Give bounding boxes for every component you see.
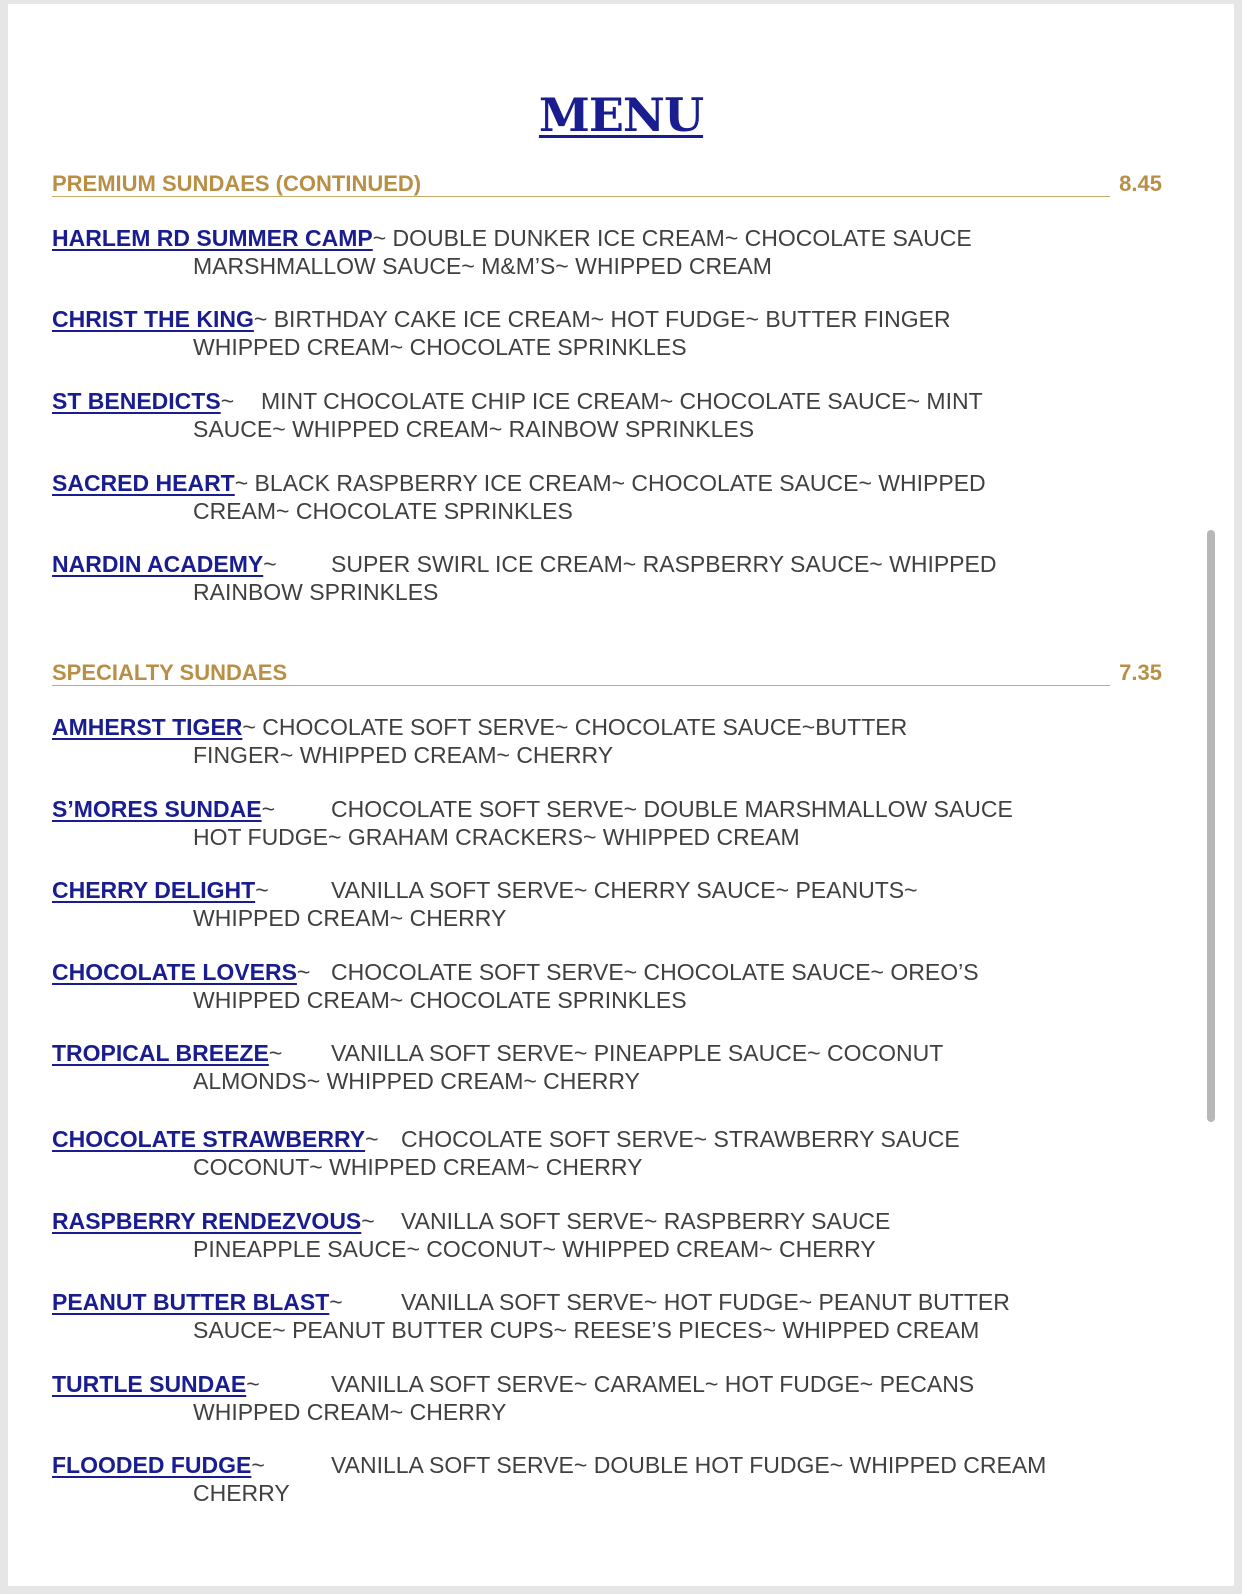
item-name[interactable]: ST BENEDICTS	[52, 388, 221, 414]
item-name[interactable]: CHOCOLATE STRAWBERRY	[52, 1126, 366, 1152]
item-separator: ~	[253, 306, 268, 332]
item-desc-line2: RAINBOW SPRINKLES	[193, 579, 439, 605]
menu-item	[52, 713, 1182, 769]
section-header-specialty	[52, 660, 1162, 690]
item-name[interactable]: TROPICAL BREEZE	[52, 1040, 269, 1066]
item-separator: ~	[251, 1452, 265, 1478]
item-name[interactable]: NARDIN ACADEMY	[52, 551, 264, 577]
item-desc-line1: BLACK RASPBERRY ICE CREAM~ CHOCOLATE SAUCE~ WHIPPED	[248, 470, 986, 496]
item-desc-line2: CREAM~ CHOCOLATE SPRINKLES	[193, 498, 573, 524]
item-desc-line2: WHIPPED CREAM~ CHOCOLATE SPRINKLES	[193, 334, 687, 360]
item-desc-line1: DOUBLE DUNKER ICE CREAM~ CHOCOLATE SAUCE	[386, 225, 972, 251]
section-price: 7.35	[1119, 660, 1162, 685]
item-desc-line2: SAUCE~ PEANUT BUTTER CUPS~ REESE’S PIECES~ WHIPPED CREAM	[193, 1317, 980, 1343]
menu-item	[52, 1207, 1182, 1263]
item-desc-line1: CHOCOLATE SOFT SERVE~ STRAWBERRY SAUCE	[401, 1126, 960, 1152]
item-name[interactable]: FLOODED FUDGE	[52, 1452, 252, 1478]
item-name[interactable]: AMHERST TIGER	[52, 714, 243, 740]
item-desc-line1: CHOCOLATE SOFT SERVE~ DOUBLE MARSHMALLOW SAUCE	[331, 796, 1013, 822]
item-desc-line1: VANILLA SOFT SERVE~ RASPBERRY SAUCE	[401, 1208, 891, 1234]
item-separator: ~	[329, 1289, 343, 1315]
item-name[interactable]: CHERRY DELIGHT	[52, 877, 256, 903]
item-name[interactable]: CHOCOLATE LOVERS	[52, 959, 297, 985]
item-separator: ~	[268, 1040, 283, 1066]
item-separator: ~	[246, 1371, 260, 1397]
item-separator: ~	[263, 551, 277, 577]
menu-item	[52, 550, 1182, 606]
item-desc-line1: VANILLA SOFT SERVE~ PINEAPPLE SAUCE~ COCONUT	[331, 1040, 944, 1066]
item-desc-line1: MINT CHOCOLATE CHIP ICE CREAM~ CHOCOLATE SAUCE~ MINT	[261, 388, 983, 414]
section-title: SPECIALTY SUNDAES	[52, 660, 288, 685]
menu-item	[52, 387, 1182, 443]
menu-page	[8, 4, 1234, 1586]
item-separator: ~	[242, 714, 256, 740]
item-desc-line2: FINGER~ WHIPPED CREAM~ CHERRY	[193, 742, 614, 768]
item-name[interactable]: S’MORES SUNDAE	[52, 796, 262, 822]
item-separator: ~	[296, 959, 311, 985]
item-desc-line2: WHIPPED CREAM~ CHOCOLATE SPRINKLES	[193, 987, 687, 1013]
menu-item	[52, 1451, 1182, 1507]
item-name[interactable]: SACRED HEART	[52, 470, 235, 496]
item-separator: ~	[255, 877, 269, 903]
section-title: PREMIUM SUNDAES (CONTINUED)	[52, 171, 422, 196]
item-separator: ~	[365, 1126, 379, 1152]
section-price: 8.45	[1119, 171, 1162, 196]
menu-item	[52, 1039, 1182, 1095]
item-name[interactable]: CHRIST THE KING	[52, 306, 254, 332]
vertical-scrollbar[interactable]	[1207, 530, 1215, 1122]
menu-item	[52, 305, 1182, 361]
item-desc-line1: SUPER SWIRL ICE CREAM~ RASPBERRY SAUCE~ WHIPPED	[331, 551, 997, 577]
item-desc-line2: HOT FUDGE~ GRAHAM CRACKERS~ WHIPPED CREAM	[193, 824, 800, 850]
menu-item	[52, 1125, 1182, 1181]
item-desc-line2: PINEAPPLE SAUCE~ COCONUT~ WHIPPED CREAM~ CHERRY	[193, 1236, 876, 1262]
item-separator: ~	[234, 470, 249, 496]
item-separator: ~	[220, 388, 235, 414]
item-name[interactable]: RASPBERRY RENDEZVOUS	[52, 1208, 362, 1234]
item-name[interactable]: TURTLE SUNDAE	[52, 1371, 247, 1397]
item-desc-line1: VANILLA SOFT SERVE~ DOUBLE HOT FUDGE~ WHIPPED CREAM	[331, 1452, 1047, 1478]
item-desc-line1: BIRTHDAY CAKE ICE CREAM~ HOT FUDGE~ BUTTER FINGER	[267, 306, 951, 332]
section-header-premium	[52, 171, 1162, 201]
item-desc-line1: VANILLA SOFT SERVE~ CHERRY SAUCE~ PEANUTS~	[331, 877, 918, 903]
item-name[interactable]: PEANUT BUTTER BLAST	[52, 1289, 330, 1315]
item-desc-line2: WHIPPED CREAM~ CHERRY	[193, 1399, 507, 1425]
menu-item	[52, 1370, 1182, 1426]
item-separator: ~	[261, 796, 276, 822]
item-desc-line1: VANILLA SOFT SERVE~ HOT FUDGE~ PEANUT BUTTER	[401, 1289, 1010, 1315]
menu-item	[52, 469, 1182, 525]
item-desc-line2: COCONUT~ WHIPPED CREAM~ CHERRY	[193, 1154, 643, 1180]
menu-item	[52, 958, 1182, 1014]
page-title: MENU	[538, 88, 704, 142]
item-desc-line2: WHIPPED CREAM~ CHERRY	[193, 905, 507, 931]
menu-item	[52, 1288, 1182, 1344]
menu-item	[52, 876, 1182, 932]
item-desc-line2: ALMONDS~ WHIPPED CREAM~ CHERRY	[193, 1068, 640, 1094]
item-separator: ~	[372, 225, 387, 251]
item-name[interactable]: HARLEM RD SUMMER CAMP	[52, 225, 373, 251]
item-desc-line1: VANILLA SOFT SERVE~ CARAMEL~ HOT FUDGE~ PECANS	[331, 1371, 975, 1397]
menu-item	[52, 224, 1182, 280]
item-desc-line1: CHOCOLATE SOFT SERVE~ CHOCOLATE SAUCE~BUTTER	[255, 714, 908, 740]
menu-item	[52, 795, 1182, 851]
item-desc-line2: CHERRY	[193, 1480, 290, 1506]
item-separator: ~	[361, 1208, 375, 1234]
item-desc-line2: MARSHMALLOW SAUCE~ M&M’S~ WHIPPED CREAM	[193, 253, 772, 279]
item-desc-line2: SAUCE~ WHIPPED CREAM~ RAINBOW SPRINKLES	[193, 416, 755, 442]
item-desc-line1: CHOCOLATE SOFT SERVE~ CHOCOLATE SAUCE~ OREO’S	[331, 959, 979, 985]
